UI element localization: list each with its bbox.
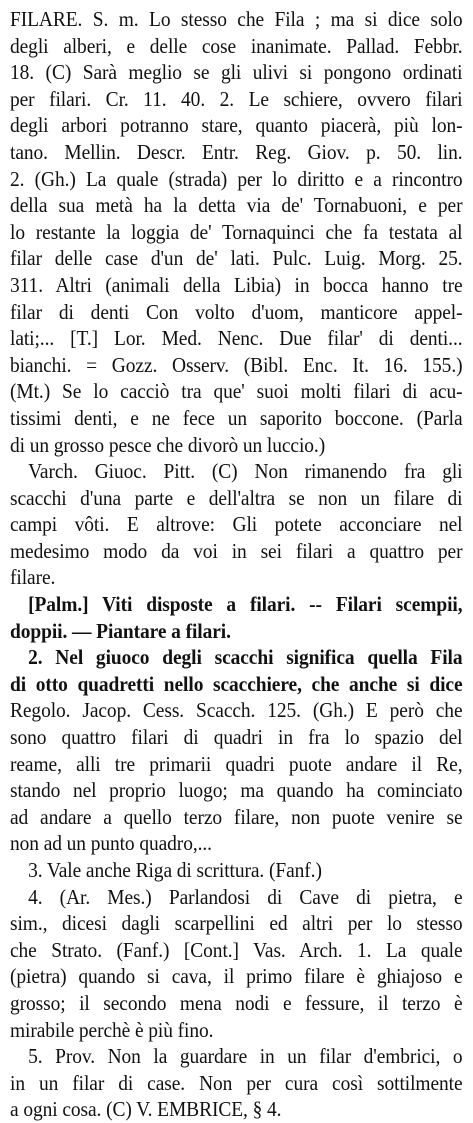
entry-line: grosso; il secondo mena nodi e fessure, il terzo è [10, 990, 463, 1015]
entry-line: 3. Vale anche Riga di scrittura. (Fanf.) [28, 858, 322, 882]
entry-line: reame, alli tre primarii quadri puote andare il Re, [10, 751, 463, 776]
entry-line: ad andare a quello terzo filare, non puote venire se [10, 804, 463, 829]
entry-line: di otto quadretti nello scacchiere, che anche si dice [10, 671, 463, 696]
entry-line: FILARE. S. m. Lo stesso che Fila ; ma si dice solo [10, 7, 463, 31]
entry-line: tano. Mellin. Descr. Entr. Reg. Giov. p. 50. lin. [10, 139, 463, 164]
entry-line: di un grosso pesce che divorò un luccio.) [10, 432, 326, 457]
entry-line: sono quattro filari di quadri in fra lo spazio del [10, 725, 463, 750]
entry-line: 18. (C) Sarà meglio se gli ulivi si pongono ordinati [10, 60, 463, 85]
entry-line: (Mt.) Se lo cacciò tra que' suoi molti filari di acu- [10, 379, 463, 404]
entry-line: della sua metà ha la detta via de' Tornabuoni, e per [10, 193, 463, 218]
entry-line: stando nel proprio luogo; ma quando ha cominciato [10, 778, 463, 803]
entry-line: che Strato. (Fanf.) [Cont.] Vas. Arch. 1. La quale [10, 937, 463, 962]
entry-line: 4. (Ar. Mes.) Parlandosi di Cave di pietra, e [28, 884, 463, 909]
entry-line: bianchi. = Gozz. Osserv. (Bibl. Enc. It. 16. 155.) [10, 352, 463, 377]
entry-line: degli alberi, e delle cose inanimate. Pallad. Febbr. [10, 33, 463, 58]
entry-line: mirabile perchè è più fino. [10, 1017, 214, 1042]
entry-line: campi vôti. E altrove: Gli potete acconciare nel [10, 512, 463, 537]
entry-line: doppii. — Piantare a filari. [10, 618, 231, 643]
entry-line: Varch. Giuoc. Pitt. (C) Non rimanendo fra gli [28, 459, 463, 484]
entry-line: filar di denti Con volto d'uom, manticore appel- [10, 299, 463, 324]
entry-line: 311. Altri (animali della Libia) in bocca hanno tre [10, 272, 463, 297]
entry-line: a ogni cosa. (C) V. EMBRICE, § 4. [10, 1097, 282, 1122]
entry-line: medesimo modo da voi in sei filari a quattro per [10, 538, 463, 563]
entry-line: 5. Prov. Non la guardare in un filar d'embrici, o [28, 1044, 463, 1069]
entry-line: Regolo. Jacop. Cess. Scacch. 125. (Gh.) E però che [10, 698, 463, 723]
entry-line: sim., dicesi dagli scarpellini ed altri per lo stesso [10, 911, 463, 936]
entry-line: 2. Nel giuoco degli scacchi significa quella Fila [28, 645, 463, 670]
entry-line: scacchi d'una parte e dell'altra se non un filare di [10, 485, 463, 510]
entry-line: tissimi denti, e ne fece un saporito boccone. (Parla [10, 405, 463, 430]
entry-line: [Palm.] Viti disposte a filari. -- Filari scempii, [28, 592, 463, 617]
entry-line: (pietra) quando si cava, il primo filare è ghiajoso e [10, 964, 463, 989]
entry-line: 2. (Gh.) La quale (strada) per lo diritto e a rincontro [10, 166, 463, 191]
entry-line: lo restante la loggia de' Tornaquinci che fa testata al [10, 219, 463, 244]
entry-line: lati;... [T.] Lor. Med. Nenc. Due filar' di denti... [10, 326, 463, 351]
entry-line: per filari. Cr. 11. 40. 2. Le schiere, ovvero filari [10, 86, 463, 111]
entry-line: in un filar di case. Non per cura così sottilmente [10, 1070, 463, 1095]
entry-line: non ad un punto quadro,... [10, 831, 212, 856]
entry-line: filare. [10, 565, 56, 590]
entry-line: filar delle case d'un de' lati. Pulc. Luig. Morg. 25. [10, 246, 463, 271]
entry-line: degli arbori potranno stare, quanto piacerà, più lon- [10, 113, 463, 138]
